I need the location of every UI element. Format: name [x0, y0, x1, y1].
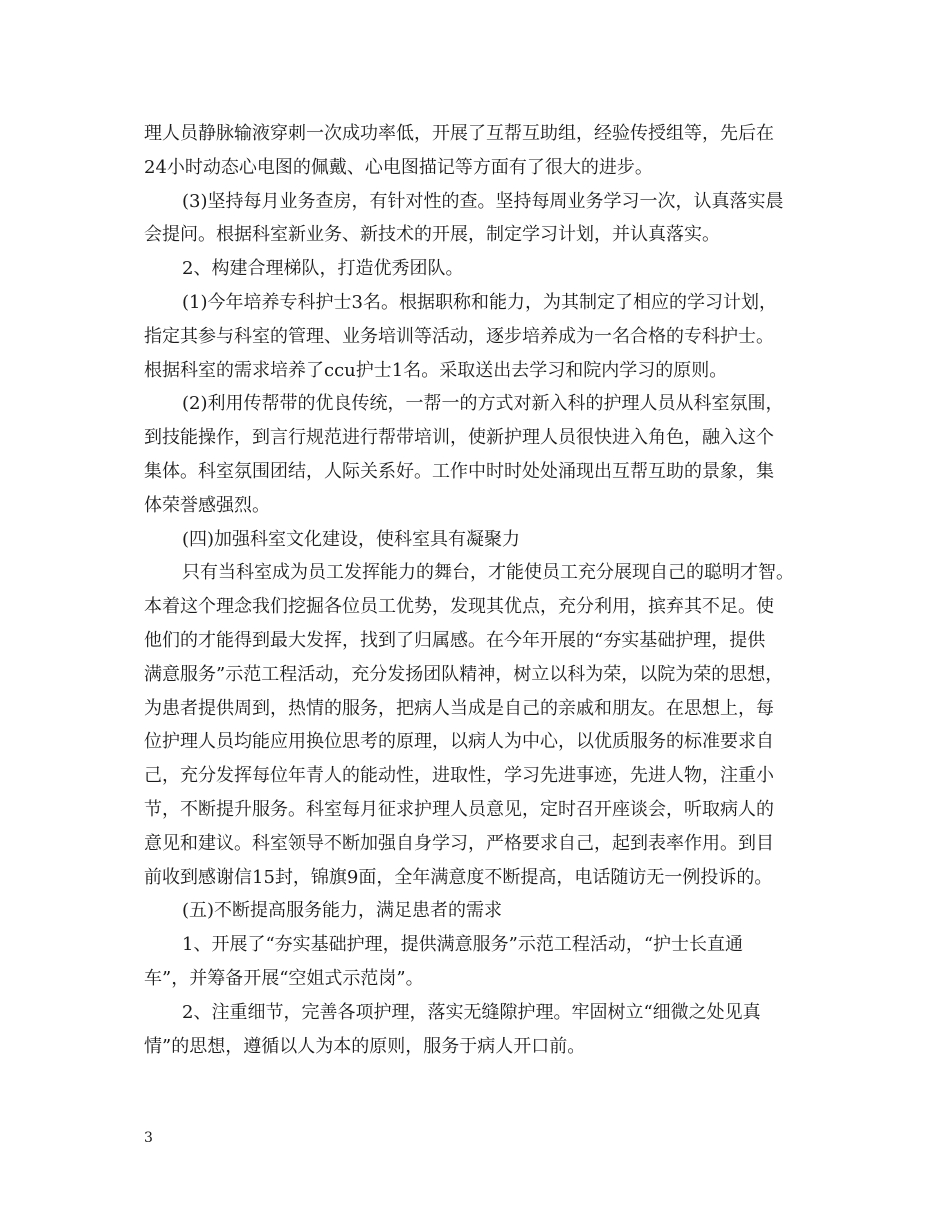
text-line: (四)加强科室文化建设，使科室具有凝聚力 [182, 528, 521, 550]
text-line: 24小时动态心电图的佩戴、心电图描记等方面有了很大的进步。 [144, 156, 653, 178]
text-line: 位护理人员均能应用换位思考的原理，以病人为中心，以优质服务的标准要求自 [144, 731, 774, 753]
text-line: 2、构建合理梯队，打造优秀团队。 [182, 258, 464, 280]
text-line: (3)坚持每月业务查房，有针对性的查。坚持每周业务学习一次，认真落实晨 [182, 190, 784, 212]
text-line: 本着这个理念我们挖掘各位员工优势，发现其优点，充分利用，摈弃其不足。使 [144, 596, 774, 618]
text-line: 情”的思想，遵循以人为本的原则，服务于病人开口前。 [144, 1035, 586, 1057]
text-line: 为患者提供周到，热情的服务，把病人当成是自己的亲戚和朋友。在思想上，每 [144, 697, 774, 719]
document-body [144, 117, 806, 1063]
text-line: 节，不断提升服务。科室每月征求护理人员意见，定时召开座谈会，听取病人的 [144, 798, 774, 820]
text-line: 集体。科室氛围团结，人际关系好。工作中时时处处涌现出互帮互助的景象，集 [144, 460, 774, 482]
text-line: 只有当科室成为员工发挥能力的舞台，才能使员工充分展现自己的聪明才智。 [182, 562, 794, 584]
text-line: 满意服务”示范工程活动，充分发扬团队精神，树立以科为荣，以院为荣的思想， [144, 663, 784, 685]
text-line: 到技能操作，到言行规范进行帮带培训，使新护理人员很快进入角色，融入这个 [144, 427, 774, 449]
page-number: 3 [144, 1130, 153, 1146]
text-line: 意见和建议。科室领导不断加强自身学习，严格要求自己，起到表率作用。到目 [144, 832, 774, 854]
text-line: 体荣誉感强烈。 [144, 494, 270, 516]
text-line: 己，充分发挥每位年青人的能动性，进取性，学习先进事迹，先进人物，注重小 [144, 765, 774, 787]
text-line: (1)今年培养专科护士3名。根据职称和能力，为其制定了相应的学习计划， [182, 291, 777, 313]
text-line: (五)不断提高服务能力，满足患者的需求 [182, 900, 503, 922]
text-line: 1、开展了“夯实基础护理，提供满意服务”示范工程活动，“护士长直通 [182, 934, 744, 956]
text-line: 指定其参与科室的管理、业务培训等活动，逐步培养成为一名合格的专科护士。 [144, 325, 774, 347]
text-line: 他们的才能得到最大发挥，找到了归属感。在今年开展的“夯实基础护理，提供 [144, 629, 766, 651]
text-line: 2、注重细节，完善各项护理，落实无缝隙护理。牢固树立“细微之处见真 [182, 1001, 761, 1023]
text-line: 会提问。根据科室新业务、新技术的开展，制定学习计划，并认真落实。 [144, 224, 720, 246]
text-line: 车”，并筹备开展“空姐式示范岗”。 [144, 967, 424, 989]
text-line: 理人员静脉输液穿刺一次成功率低，开展了互帮互助组，经验传授组等，先后在 [144, 123, 774, 144]
text-line: (2)利用传帮带的优良传统，一帮一的方式对新入科的护理人员从科室氛围， [182, 393, 784, 415]
text-line: 前收到感谢信15封，锦旗9面，全年满意度不断提高，电话随访无一例投诉的。 [144, 866, 773, 888]
text-line: 根据科室的需求培养了ccu护士1名。采取送出去学习和院内学习的原则。 [144, 359, 728, 381]
